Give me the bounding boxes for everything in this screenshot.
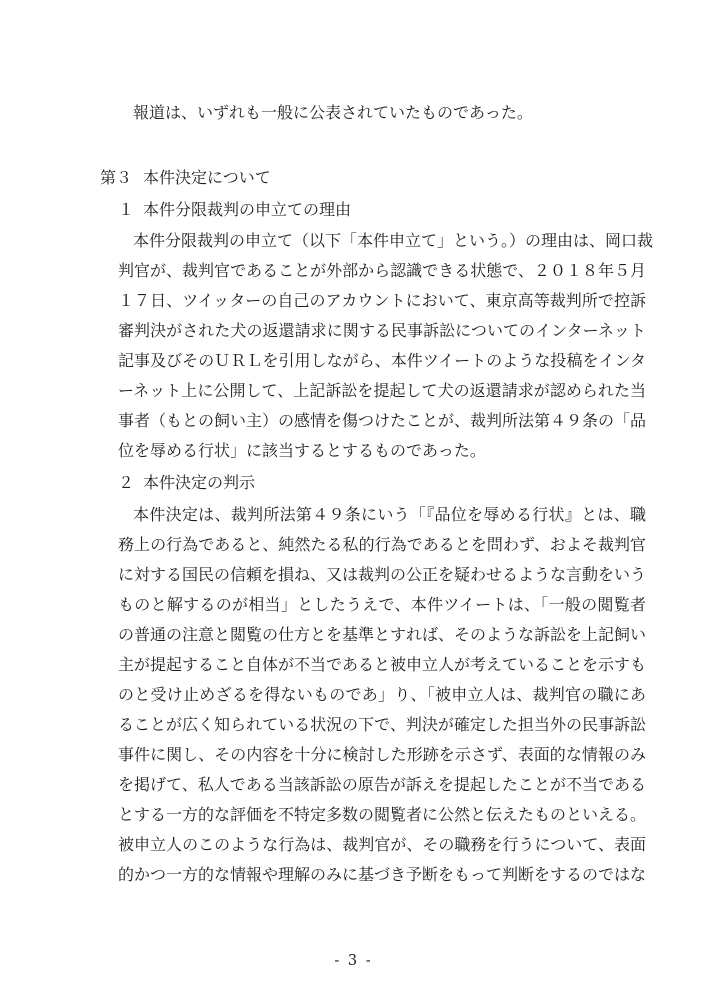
paragraph-line: とする一方的な評価を不特定多数の閲覧者に公然と伝えたものといえる。 <box>118 805 647 824</box>
paragraph-line: １７日、ツイッターの自己のアカウントにおいて、東京高等裁判所で控訴 <box>118 291 646 310</box>
page-number: - 3 - <box>334 953 373 969</box>
paragraph-line: 記事及びそのＵＲＬを引用しながら、本件ツイートのような投稿をインタ <box>118 351 646 370</box>
section-title: 本件決定について <box>143 168 271 187</box>
item-2-paragraph <box>118 500 646 890</box>
leading-paragraph-line <box>118 98 533 128</box>
paragraph-line: 本件決定は、裁判所法第４９条にいう「『品位を辱める行状』とは、職 <box>133 505 646 524</box>
paragraph-line: 審判決がされた犬の返還請求に関する民事訴訟についてのインターネット <box>118 321 646 340</box>
item-2-title: 本件決定の判示 <box>143 473 256 492</box>
paragraph-line: 判官が、裁判官であることが外部から認識できる状態で、２０１８年５月 <box>118 261 646 280</box>
item-2-number: ２ <box>118 473 135 492</box>
item-2-heading <box>118 468 255 498</box>
paragraph-line: のと受け止めざるを得ないものであ」り、「被申立人は、裁判官の職にあ <box>118 685 646 704</box>
paragraph-line: に対する国民の信頼を損ね、又は裁判の公正を疑わせるような言動をいう <box>118 565 647 584</box>
item-1-paragraph <box>118 226 654 466</box>
item-1-heading <box>118 195 351 225</box>
item-1-number: １ <box>118 200 135 219</box>
section-heading <box>100 163 271 193</box>
item-1-title: 本件分限裁判の申立ての理由 <box>143 200 352 219</box>
paragraph-line: 位を辱める行状」に該当するとするものであった。 <box>118 441 486 460</box>
paragraph-line: 事者（もとの飼い主）の感情を傷つけたことが、裁判所法第４９条の「品 <box>118 411 647 430</box>
paragraph-line: ーネット上に公開して、上記訴訟を提起して犬の返還請求が認められた当 <box>118 381 646 400</box>
paragraph-line: 的かつ一方的な情報や理解のみに基づき予断をもって判断をするのではな <box>118 865 647 884</box>
leading-line-text: 報道は、いずれも一般に公表されていたものであった。 <box>133 103 533 122</box>
paragraph-line: 事件に関し、その内容を十分に検討した形跡を示さず、表面的な情報のみ <box>118 745 646 764</box>
paragraph-line: の普通の注意と閲覧の仕方とを基準とすれば、そのような訴訟を上記飼い <box>118 625 647 644</box>
section-number: 第３ <box>100 168 133 187</box>
paragraph-line: を掲げて、私人である当該訴訟の原告が訴えを提起したことが不当である <box>118 775 646 794</box>
paragraph-line: 本件分限裁判の申立て（以下「本件申立て」という。）の理由は、岡口裁 <box>133 231 654 250</box>
paragraph-line: 主が提起すること自体が不当であると被申立人が考えていることを示すも <box>118 655 647 674</box>
paragraph-line: ることが広く知られている状況の下で、判決が確定した担当外の民事訴訟 <box>118 715 646 734</box>
paragraph-line: ものと解するのが相当」としたうえで、本件ツイートは、「一般の閲覧者 <box>118 595 646 614</box>
paragraph-line: 務上の行為であると、純然たる私的行為であるとを問わず、およそ裁判官 <box>118 535 646 554</box>
paragraph-line: 被申立人のこのような行為は、裁判官が、その職務を行うについて、表面 <box>118 835 646 854</box>
